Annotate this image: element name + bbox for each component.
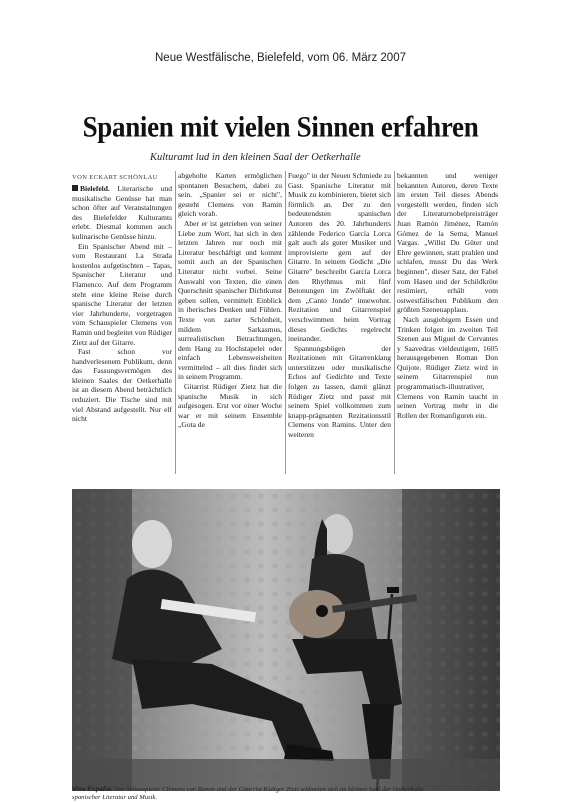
paragraph: Fuego" in der Neuen Schmiede zu Gast. Spanische Literatur mit Musik zu kombinieren, bietet sich förmlich an. Der zu den bedeutendsten spanischen Autoren des 20. Jahrhunderts zählende Federico García Lorca galt auch als guter Musiker und improvisierte gern auf der Gitarre. In seinem Gedicht „Die Gitarre" beschreibt García Lorca den Rhythmus mit fünf Betonungen im Zwölftakt der dem „Canto Jondo" innewohnt. Rezitation und Gitarrenspiel verschwimmen beim Vortrag dieses Gedichts regelrecht ineinander. [288,171,391,344]
column-rule [175,171,176,474]
paragraph: Spannungsbögen der Rezitationen mit Gitarrenklang unterstützen oder musikalische Echos auf Gedichte und Texte folgen zu lassen, damit glänzt Rüdiger Zietz und passt mit seinem Spiel vollkommen zum knapp-prägnanten Rezitationsstil Clemens von Ramins. Unter den weiteren [288,343,391,440]
caption-text: Der Schauspieler Clemens von Ramin und der Gitarrist Rüdiger Zietz widmeten sich im kleinen Saal der Oetkerhalle spanischer Literatur und Musik. [72,786,424,801]
caption-label: Viva España: [72,786,113,793]
paragraph: bekannten und weniger bekannten Autoren, deren Texte im ersten Teil dieses Abends vorgestellt werden, finden sich der Literaturnobelpreisträger Juan Ramón Jiménez, Ramón Gómez de la Serna, Manuel Vargas. „Willst Du Güter und Ehre gewinnen, statt prahlen und schlafen, musst Du das Werk beginnen", dieser Satz, der Fabel vom Hasen und der Schildkröte resümiert, erhält vom ostwestfälischen Publikum den größten Szenenapplaus. [397,171,498,315]
photo-illustration [72,489,500,791]
article-column-1 [72,184,172,424]
article-subheadline: Kulturamt lud in den kleinen Saal der Oetkerhalle [150,152,361,163]
column-rule [285,171,286,474]
paragraph [72,184,172,242]
article-byline: VON ECKART SCHÖNLAU [72,174,158,181]
article-column-3 [288,171,391,440]
paragraph-text: Literarische und musikalische Genüsse hat man schon öfter auf Veranstaltungen des Bielefelder Kulturamts erlebt. Diesmal kommen auch kulinarische Genüsse hinzu. [72,184,173,241]
dateline: Bielefeld. [80,184,110,193]
photo-credit: FOTO: ECKART SCHÖNLAU [425,786,500,792]
photo-caption [72,786,500,801]
paragraph: Ein Spanischer Abend mit – vom Restaurant La Strada kostenlos aufgetischten – Tapas, Spanischer Literatur und Flamenco. Auf dem Programm steht eine kleine Reise durch spanische Literatur der letzten vier Jahrhunderte, vorgetragen vom Schauspieler Clemens von Ramin und begleitet von Rüdiger Zietz auf der Gitarre. [72,241,172,347]
column-rule [394,171,395,474]
paragraph: Nach ausgiebigem Essen und Trinken folgen im zweiten Teil Szenen aus Miguel de Cervantes y Saavedras vieldeutigem, 1605 herausgegebenen Roman Don Quijote. Rüdiger Zietz wird in seinem Gitarrenspiel nun programmatisch-illustrativer, Clemens von Ramin taucht in seinen Vortrag mehr in die Rollen der Romanfiguren ein. [397,314,498,420]
newspaper-source-line: Neue Westfälische, Bielefeld, vom 06. März 2007 [155,52,406,64]
bullet-icon [72,185,78,191]
article-photo [72,489,500,791]
paragraph: Fast schon vor handverlesenem Publikum, denn das Fassungsvermögen des kleinen Saales der Oetkerhalle ist an diesem Abend beträchtlich reduziert. Die Tische sind mit viel Abstand aufgestellt. Nur elf nicht [72,347,172,424]
paragraph: abgeholte Karten ermöglichen spontanen Besuchern, dabei zu sein. „Spanier sei er nicht", gesteht Clemens von Ramin gleich vorab. [178,171,282,219]
article-column-2 [178,171,282,430]
article-headline: Spanien mit vielen Sinnen erfahren [82,110,479,144]
article-column-4 [397,171,498,420]
paragraph: Gitarrist Rüdiger Zietz hat die spanische Musik in sich aufgesogen. Erst vor einer Woche war er mit seinem Ensemble „Gota de [178,382,282,430]
paragraph: Aber er ist getrieben von seiner Liebe zum Wort, hat sich in den letzten Jahren nur noch mit Literatur beschäftigt und kommt somit auch an der Spanischen Literatur nicht vorbei. Seine Auswahl von Texten, die einen Querschnitt spanischer Dichtkunst geben sollen, vermittelt Einblick in iberisches Denken und Fühlen. Texte von zarter Schönheit, mildem Sarkasmus, surrealistischen Betrachtungen, dem Hang zu Hochstapelei oder einfach Lebensweisheiten vermittelnd – all dies findet sich in seinem Programm. [178,218,282,382]
